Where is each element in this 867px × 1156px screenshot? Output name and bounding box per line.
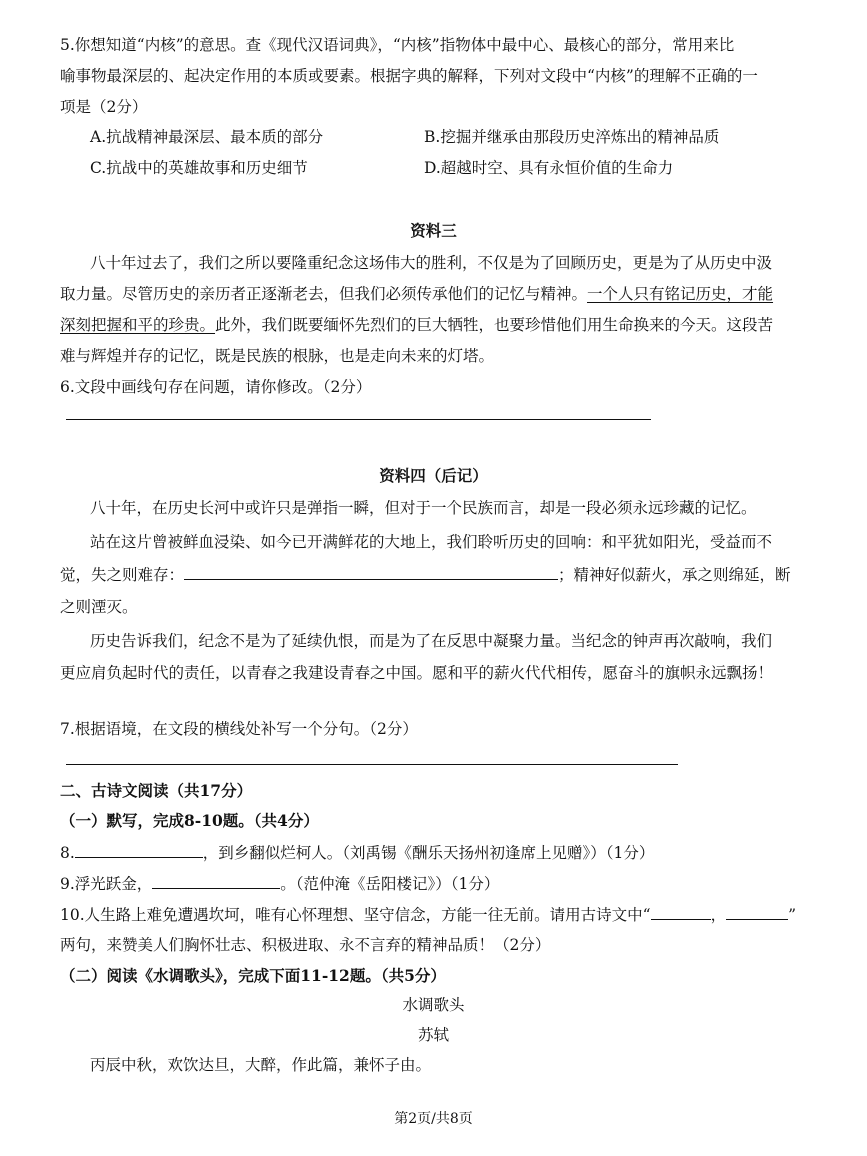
section2-title: 二、古诗文阅读（共17分）: [60, 781, 253, 800]
material3-line3: 深刻把握和平的珍贵。此外，我们既要缅怀先烈们的巨大牺牲，也要珍惜他们用生命换来的今天。这段苦: [60, 316, 774, 334]
q6-text: 6.文段中画线句存在问题，请你修改。（2分）: [60, 378, 372, 396]
q7-text: 7.根据语境，在文段的横线处补写一个分句。（2分）: [60, 720, 418, 738]
q7-answer-line[interactable]: [66, 764, 678, 765]
q9-blank[interactable]: [152, 872, 280, 889]
q6-answer-line[interactable]: [66, 419, 651, 420]
material4-line4: 之则湮灭。: [60, 598, 138, 616]
section2-part1: （一）默写，完成8-10题。（共4分）: [60, 811, 319, 830]
q10-blank-2[interactable]: [726, 903, 788, 920]
q5-line1: 5.你想知道“内核”的意思。查《现代汉语词典》，“内核”指物体中最中心、最核心的部分，常用来比: [60, 36, 735, 54]
poem-preface: 丙辰中秋，欢饮达旦，大醉，作此篇，兼怀子由。: [90, 1056, 432, 1074]
q9-text: 9.浮光跃金， 。（范仲淹《岳阳楼记》）（1分）: [60, 872, 499, 894]
q5-line2: 喻事物最深层的、起决定作用的本质或要素。根据字典的解释，下列对文段中“内核”的理解不正确的一: [60, 67, 758, 85]
q5-option-b: B.挖掘并继承由那段历史淬炼出的精神品质: [424, 128, 720, 146]
material4-line3: 觉，失之则难存： ；精神好似薪火，承之则绵延，断: [60, 563, 791, 585]
q10-line2: 两句，来赞美人们胸怀壮志、积极进取、永不言弃的精神品质！（2分）: [60, 936, 551, 954]
material4-line1: 八十年，在历史长河中或许只是弹指一瞬，但对于一个民族而言，却是一段必须永远珍藏的记忆。: [90, 499, 757, 517]
q5-option-d: D.超越时空、具有永恒价值的生命力: [424, 159, 674, 177]
poem-author: 苏轼: [417, 1026, 449, 1044]
q5-option-a: A.抗战精神最深层、最本质的部分: [90, 128, 324, 146]
page-number: 第2页/共8页: [394, 1111, 473, 1127]
material3-line1: 八十年过去了，我们之所以要隆重纪念这场伟大的胜利，不仅是为了回顾历史，更是为了从历史中汲: [90, 254, 773, 272]
material4-line2: 站在这片曾被鲜血浸染、如今已开满鲜花的大地上，我们聆听历史的回响：和平犹如阳光，受益而不: [90, 533, 773, 551]
section2-part2: （二）阅读《水调歌头》，完成下面11-12题。（共5分）: [60, 966, 446, 985]
poem-title: 水调歌头: [402, 996, 465, 1014]
q5-line3: 项是（2分）: [60, 98, 148, 116]
material4-blank[interactable]: [184, 563, 558, 580]
q5-option-c: C.抗战中的英雄故事和历史细节: [90, 159, 308, 177]
material4-line6: 更应肩负起时代的责任，以青春之我建设青春之中国。愿和平的薪火代代相传，愿奋斗的旗帜永远飘扬！: [60, 664, 774, 682]
q10-blank-1[interactable]: [651, 903, 711, 920]
material4-line5: 历史告诉我们，纪念不是为了延续仇恨，而是为了在反思中凝聚力量。当纪念的钟声再次敲响，我们: [90, 632, 773, 650]
q8-blank[interactable]: [75, 841, 203, 858]
material4-heading: 资料四（后记）: [379, 466, 488, 485]
material3-heading: 资料三: [410, 221, 457, 240]
q8-text: 8. ，到乡翻似烂柯人。（刘禹锡《酬乐天扬州初逢席上见赠》）（1分）: [60, 841, 654, 863]
material3-line2: 取力量。尽管历史的亲历者正逐渐老去，但我们必须传承他们的记忆与精神。一个人只有铭记历史，才能: [60, 285, 774, 303]
material3-line4: 难与辉煌并存的记忆，既是民族的根脉，也是走向未来的灯塔。: [60, 347, 495, 365]
underlined-sentence-part1: 一个人只有铭记历史，才能: [587, 285, 774, 303]
q10-line1: 10.人生路上难免遭遇坎坷，唯有心怀理想、坚守信念，方能一往无前。请用古诗文中“ ， ”: [60, 903, 796, 925]
underlined-sentence-part2: 深刻把握和平的珍贵。: [60, 316, 216, 334]
